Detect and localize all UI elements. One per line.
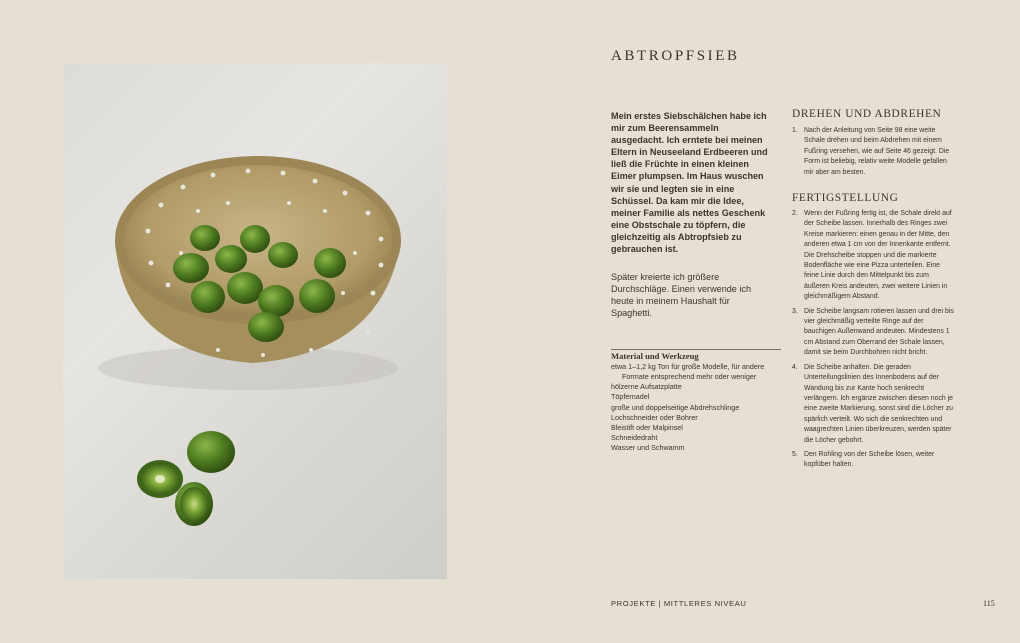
material-item: Schneidedraht <box>611 433 658 443</box>
material-item: Töpfernadel <box>611 392 650 402</box>
colander-illustration <box>63 63 447 579</box>
step-item <box>792 126 956 178</box>
material-item: etwa 1–1,2 kg Ton für große Modelle, für andere <box>611 362 765 371</box>
step-text: Die Scheibe anhalten. Die geraden Unterteilungslinien des Innenbodens auf der Wandung bis zur Kante hoch senkrecht verlängern. Ich ergänze zwischen diesen noch je eine zweite Markierung, sonst sind die Löcher zu spärlich verteilt. Wo sich die senkrechten und waagrechten Linien überkreuzen, werden später die Löcher gebohrt. <box>804 363 954 444</box>
step-text: Die Scheibe langsam rotieren lassen und drei bis vier gleichmäßig verteilte Ringe auf der bauchigen Außenwand andeuten. Mindestens 1 cm Abstand zum Oberrand der Schale lassen, damit sie beim Durchbohren nicht bricht. <box>804 307 954 357</box>
photo-colander-with-kiwiberries <box>63 63 447 579</box>
section-fertigstellung <box>792 192 956 475</box>
step-item <box>792 209 956 303</box>
material-item: Formate entsprechend mehr oder weniger <box>622 372 757 382</box>
steps-list-drehen <box>792 126 956 178</box>
material-list <box>611 362 781 453</box>
step-text: Nach der Anleitung von Seite 98 eine weite Schale drehen und beim Abdrehen mit einem Fußring versehen, wie auf Seite 46 gezeigt. Die Form ist beliebig, relativ weite Modelle gefallen mir aber am besten. <box>804 127 950 176</box>
step-number: 1. <box>792 127 798 134</box>
material-heading: Material und Werkzeug <box>611 349 781 361</box>
footer-section-label: PROJEKTE | MITTLERES NIVEAU <box>611 599 747 608</box>
step-item <box>792 363 956 446</box>
intro-regular-paragraph: Später kreierte ich größere Durchschläge. Einen verwende ich heute in meinem Haushalt für Spaghetti. <box>611 272 752 319</box>
page-number: 115 <box>983 599 995 608</box>
intro-bold-paragraph: Mein erstes Siebschälchen habe ich mir zum Beerensammeln ausgedacht. Ich erntete bei meinen Eltern in Neuseeland Erdbeeren und ließ die Früchte in einen kleinen Eimer plumpsen. Im Haus wuschen wir sie und legten sie in eine Schüssel. Da kam mir die Idee, meiner Familie als nettes Geschenk eine Obstschale zu töpfern, die gleichzeitig als Abtropfsieb zu gebrauchen ist. <box>611 111 768 255</box>
step-item <box>792 450 956 471</box>
step-number: 3. <box>792 307 798 315</box>
material-item: große und doppelseitige Abdrehschlinge <box>611 402 740 412</box>
material-item: Bleistift oder Malpinsel <box>611 422 683 432</box>
material-item: hölzerne Aufsatzplatte <box>611 382 682 392</box>
material-item: Lochschneider oder Bohrer <box>611 412 698 422</box>
material-item: Wasser und Schwamm <box>611 443 685 453</box>
section-drehen-und-abdrehen <box>792 108 956 182</box>
step-item <box>792 307 956 359</box>
step-text: Den Rohling von der Scheibe lösen, weiter kopfüber halten. <box>804 450 935 469</box>
step-number: 5. <box>792 450 798 458</box>
step-number: 2. <box>792 210 798 217</box>
step-text: Wenn der Fußring fertig ist, die Schale direkt auf der Scheibe lassen. Innerhalb des Ringes zwei Kreise markieren: einen genau in der Mitte, den anderen etwa 1 cm von der Innenkante entfernt. Die Drehscheibe stoppen und die markierte Bodenfläche wie eine Pizza unterteilen. Eine feine Linie durch den Mittelpunkt bis zum äußeren Kreis andeuten, zwei weitere Linien in gleichmäßigem Abstand. <box>804 210 952 301</box>
page-title: ABTROPFSIEB <box>611 48 740 64</box>
section-title-fertigstellung: FERTIGSTELLUNG <box>792 192 899 204</box>
step-number: 4. <box>792 363 798 371</box>
section-title-drehen: DREHEN UND ABDREHEN <box>792 108 942 120</box>
material-section <box>611 349 781 453</box>
steps-list-fertigstellung <box>792 209 956 471</box>
